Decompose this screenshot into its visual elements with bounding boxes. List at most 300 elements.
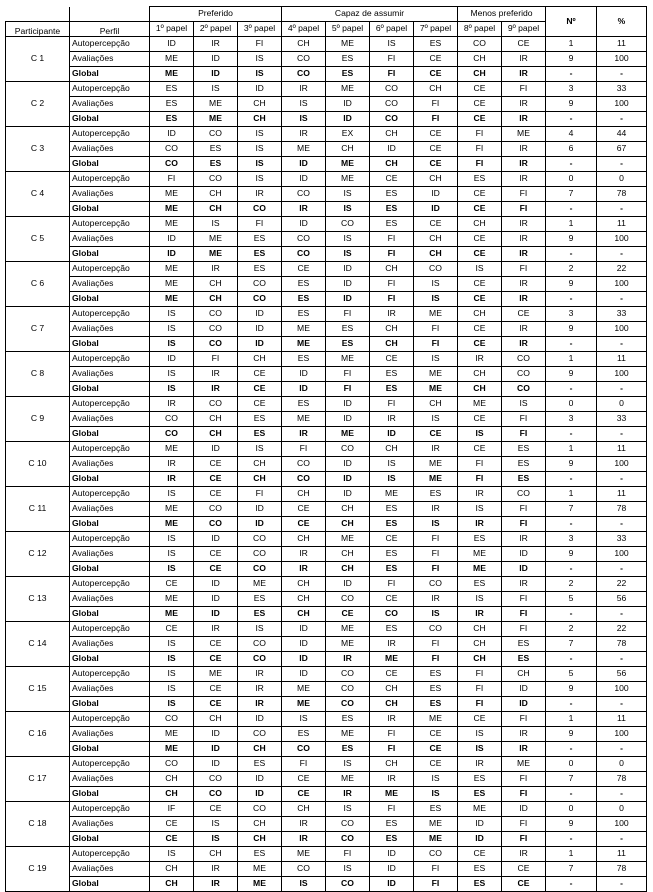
role-cell: FI [502,516,546,531]
role-cell: CE [370,351,414,366]
n-cell: - [546,381,597,396]
n-cell: - [546,606,597,621]
pct-cell: - [597,381,647,396]
perfil-label: Avaliações [70,411,150,426]
role-cell: CH [370,321,414,336]
n-cell: 2 [546,621,597,636]
role-cell: CO [194,321,238,336]
role-cell: CO [282,66,326,81]
participant-id: C 8 [6,351,70,396]
n-cell: 1 [546,441,597,456]
table-row [6,441,647,456]
perfil-label: Avaliações [70,591,150,606]
role-cell: IS [194,831,238,846]
role-cell: FI [414,651,458,666]
role-cell: CE [458,441,502,456]
role-cell: ME [194,96,238,111]
pct-cell: 100 [597,816,647,831]
n-cell: 2 [546,261,597,276]
role-cell: CH [194,411,238,426]
role-cell: CE [414,126,458,141]
papel-header: 1º papel [150,21,194,36]
perfil-label: Avaliações [70,636,150,651]
role-cell: IS [150,696,194,711]
role-cell: CE [150,816,194,831]
role-cell: IS [414,606,458,621]
pct-cell: - [597,156,647,171]
role-cell: IS [414,276,458,291]
role-cell: ES [370,516,414,531]
role-cell: FI [326,846,370,861]
role-cell: ME [414,366,458,381]
role-cell: IS [414,786,458,801]
role-cell: CE [502,876,546,891]
role-cell: ES [502,471,546,486]
role-cell: ES [370,546,414,561]
role-cell: CE [194,456,238,471]
pct-cell: 33 [597,531,647,546]
role-cell: ME [414,471,458,486]
role-cell: ES [238,606,282,621]
role-cell: IR [502,156,546,171]
role-cell: IR [282,126,326,141]
role-cell: FI [502,426,546,441]
n-cell: 5 [546,591,597,606]
role-cell: ME [282,846,326,861]
perfil-label: Global [70,561,150,576]
table-row [6,501,647,516]
perfil-label: Autopercepção [70,486,150,501]
perfil-label: Avaliações [70,456,150,471]
table-row [6,216,647,231]
pct-cell: 33 [597,81,647,96]
role-cell: CE [150,621,194,636]
role-cell: FI [370,726,414,741]
perfil-label: Avaliações [70,681,150,696]
table-row [6,36,647,51]
n-cell: - [546,336,597,351]
role-cell: ID [326,456,370,471]
role-cell: CE [458,96,502,111]
role-cell: FI [370,51,414,66]
role-cell: ES [238,261,282,276]
role-cell: FI [370,231,414,246]
pct-cell: 22 [597,261,647,276]
role-cell: CE [458,246,502,261]
role-cell: IR [238,186,282,201]
role-cell: CE [282,516,326,531]
table-row [6,651,647,666]
role-cell: ME [150,186,194,201]
perfil-label: Global [70,381,150,396]
papel-header: 4º papel [282,21,326,36]
role-cell: FI [502,831,546,846]
role-cell: CH [326,561,370,576]
role-cell: ES [414,681,458,696]
pct-cell: 100 [597,546,647,561]
role-cell: CE [238,396,282,411]
perfil-label: Autopercepção [70,711,150,726]
role-cell: CH [458,621,502,636]
role-cell: FI [414,96,458,111]
role-cell: CE [370,171,414,186]
perfil-label: Avaliações [70,321,150,336]
role-cell: CO [150,141,194,156]
role-cell: CE [370,666,414,681]
role-cell: ES [326,711,370,726]
role-cell: IR [194,36,238,51]
table-row [6,831,647,846]
role-cell: IR [502,141,546,156]
perfil-label: Avaliações [70,546,150,561]
role-cell: IR [370,411,414,426]
role-cell: ID [238,786,282,801]
pct-cell: 22 [597,621,647,636]
role-cell: CH [238,456,282,471]
role-cell: CE [458,111,502,126]
role-cell: IR [502,96,546,111]
role-cell: IS [370,471,414,486]
role-cell: FI [458,156,502,171]
pct-cell: 44 [597,126,647,141]
table-row [6,66,647,81]
n-cell: 7 [546,636,597,651]
participant-id: C 10 [6,441,70,486]
role-cell: IR [370,771,414,786]
role-cell: CH [414,246,458,261]
table-row [6,786,647,801]
role-cell: CO [326,681,370,696]
perfil-label: Autopercepção [70,171,150,186]
role-cell: ID [370,861,414,876]
role-cell: CO [238,546,282,561]
role-cell: IS [150,336,194,351]
role-cell: ID [326,396,370,411]
role-cell: CE [326,606,370,621]
role-cell: CE [194,651,238,666]
n-cell: 9 [546,366,597,381]
role-cell: ID [150,351,194,366]
role-cell: ES [238,231,282,246]
role-cell: FI [370,741,414,756]
participant-id: C 18 [6,801,70,846]
role-cell: CE [194,636,238,651]
table-row [6,546,647,561]
role-cell: IR [238,696,282,711]
role-cell: ES [238,846,282,861]
role-cell: ID [502,681,546,696]
role-cell: CH [370,441,414,456]
pct-cell: 22 [597,576,647,591]
role-cell: CH [370,336,414,351]
role-cell: ME [414,381,458,396]
n-cell: 0 [546,171,597,186]
table-row [6,366,647,381]
role-cell: FI [414,876,458,891]
pct-cell: 11 [597,216,647,231]
role-cell: IS [238,171,282,186]
role-cell: CH [194,426,238,441]
role-cell: IR [502,246,546,261]
role-cell: ID [150,36,194,51]
role-cell: CE [458,336,502,351]
table-row [6,246,647,261]
role-cell: ID [238,306,282,321]
role-cell: FI [458,456,502,471]
role-cell: ME [150,276,194,291]
role-cell: ME [326,156,370,171]
role-cell: ID [502,696,546,711]
corner-cell [70,7,150,22]
role-cell: CH [282,486,326,501]
role-cell: ME [150,741,194,756]
role-cell: ID [238,501,282,516]
role-cell: ID [414,201,458,216]
role-cell: CH [458,51,502,66]
role-cell: IS [370,36,414,51]
table-row [6,396,647,411]
table-row [6,606,647,621]
role-cell: ME [238,576,282,591]
n-cell: 6 [546,141,597,156]
role-cell: ID [282,156,326,171]
role-cell: FI [458,141,502,156]
perfil-label: Avaliações [70,501,150,516]
perfil-label: Avaliações [70,771,150,786]
role-cell: ES [502,441,546,456]
perfil-header: Perfil [70,21,150,36]
group-header-preferido: Preferido [150,7,282,22]
n-cell: 3 [546,81,597,96]
papel-header: 3º papel [238,21,282,36]
role-cell: ES [414,36,458,51]
role-cell: ID [194,576,238,591]
role-cell: IR [370,636,414,651]
role-cell: IR [414,591,458,606]
role-cell: ES [238,411,282,426]
role-cell: IR [194,861,238,876]
role-cell: ME [238,876,282,891]
role-cell: ME [194,111,238,126]
role-cell: IS [150,651,194,666]
pct-cell: - [597,786,647,801]
papel-header: 5º papel [326,21,370,36]
role-cell: FI [326,366,370,381]
table-row [6,201,647,216]
role-cell: FI [502,81,546,96]
role-cell: CE [414,741,458,756]
role-cell: CO [194,786,238,801]
role-cell: ID [238,336,282,351]
role-cell: IS [414,411,458,426]
role-cell: IS [414,516,458,531]
perfil-label: Global [70,516,150,531]
table-row [6,741,647,756]
papel-header: 8º papel [458,21,502,36]
role-cell: FI [194,351,238,366]
table-row [6,411,647,426]
n-cell: 1 [546,846,597,861]
n-cell: 9 [546,321,597,336]
role-cell: FI [502,261,546,276]
role-cell: FI [502,606,546,621]
perfil-label: Global [70,696,150,711]
pct-cell: 100 [597,726,647,741]
pct-header: % [597,7,647,37]
role-cell: ID [194,531,238,546]
n-cell: 9 [546,681,597,696]
role-cell: CH [194,276,238,291]
role-cell: FI [502,786,546,801]
role-cell: FI [150,171,194,186]
role-cell: IR [502,741,546,756]
n-cell: - [546,246,597,261]
role-cell: ES [194,141,238,156]
role-cell: IR [502,171,546,186]
pct-cell: 0 [597,801,647,816]
role-cell: ME [238,861,282,876]
role-cell: IR [150,471,194,486]
pct-cell: 78 [597,861,647,876]
role-cell: CH [238,831,282,846]
role-cell: IR [238,666,282,681]
role-cell: IS [238,126,282,141]
role-cell: FI [282,441,326,456]
role-cell: ES [502,456,546,471]
pct-cell: 56 [597,591,647,606]
role-cell: FI [414,321,458,336]
table-body [6,36,647,891]
n-cell: 0 [546,756,597,771]
table-row [6,426,647,441]
perfil-label: Avaliações [70,141,150,156]
role-cell: FI [458,126,502,141]
role-cell: CO [414,576,458,591]
role-cell: IR [502,576,546,591]
pct-cell: 78 [597,771,647,786]
role-cell: IS [326,201,370,216]
pct-cell: 33 [597,411,647,426]
role-cell: CE [414,66,458,81]
role-cell: CH [458,651,502,666]
role-cell: FI [414,546,458,561]
role-cell: IS [150,546,194,561]
n-cell: - [546,696,597,711]
table-row [6,336,647,351]
role-cell: IS [238,156,282,171]
role-cell: IR [370,306,414,321]
table-row [6,261,647,276]
pct-cell: 67 [597,141,647,156]
role-cell: IS [282,96,326,111]
n-cell: 9 [546,816,597,831]
table-row [6,306,647,321]
role-cell: ID [502,561,546,576]
participant-id: C 9 [6,396,70,441]
table-row [6,171,647,186]
role-cell: CO [238,531,282,546]
table-row [6,861,647,876]
role-cell: ES [370,561,414,576]
role-cell: CO [194,771,238,786]
perfil-label: Avaliações [70,366,150,381]
role-cell: IS [458,426,502,441]
participant-id: C 14 [6,621,70,666]
role-cell: ID [326,486,370,501]
role-cell: IR [282,831,326,846]
role-cell: ES [370,501,414,516]
role-cell: FI [414,111,458,126]
table-row [6,81,647,96]
role-cell: CO [414,846,458,861]
role-cell: CE [502,306,546,321]
role-cell: ES [458,771,502,786]
table-row [6,636,647,651]
n-cell: 7 [546,186,597,201]
table-row [6,471,647,486]
role-cell: CE [194,801,238,816]
pct-cell: 11 [597,846,647,861]
role-cell: CH [370,261,414,276]
n-cell: 9 [546,456,597,471]
role-cell: IS [194,216,238,231]
table-row [6,381,647,396]
role-cell: IS [238,441,282,456]
role-cell: FI [238,486,282,501]
role-cell: CE [414,726,458,741]
role-cell: FI [414,561,458,576]
role-cell: CH [238,111,282,126]
role-cell: ID [282,216,326,231]
pct-cell: 11 [597,441,647,456]
perfil-label: Global [70,651,150,666]
role-cell: ID [194,606,238,621]
role-cell: CO [194,306,238,321]
role-cell: CE [458,81,502,96]
role-cell: ME [150,591,194,606]
perfil-label: Autopercepção [70,621,150,636]
role-cell: CO [370,96,414,111]
participant-id: C 13 [6,576,70,621]
pct-cell: 78 [597,501,647,516]
n-cell: 0 [546,396,597,411]
perfil-label: Global [70,831,150,846]
role-cell: CE [194,486,238,501]
role-cell: CH [458,216,502,231]
role-cell: CH [238,351,282,366]
role-cell: IS [502,396,546,411]
role-cell: IS [326,231,370,246]
role-cell: IS [414,291,458,306]
role-cell: ME [282,336,326,351]
pct-cell: - [597,246,647,261]
role-cell: IS [238,141,282,156]
role-cell: CE [150,831,194,846]
role-cell: CO [502,381,546,396]
participant-id: C 4 [6,171,70,216]
role-cell: CH [194,846,238,861]
role-cell: IR [458,351,502,366]
role-cell: IR [282,546,326,561]
role-cell: IS [150,486,194,501]
role-cell: ES [326,741,370,756]
perfil-label: Global [70,336,150,351]
role-cell: ME [502,126,546,141]
role-cell: CO [370,81,414,96]
role-cell: CH [282,801,326,816]
role-cell: IS [150,306,194,321]
role-cell: ME [414,816,458,831]
